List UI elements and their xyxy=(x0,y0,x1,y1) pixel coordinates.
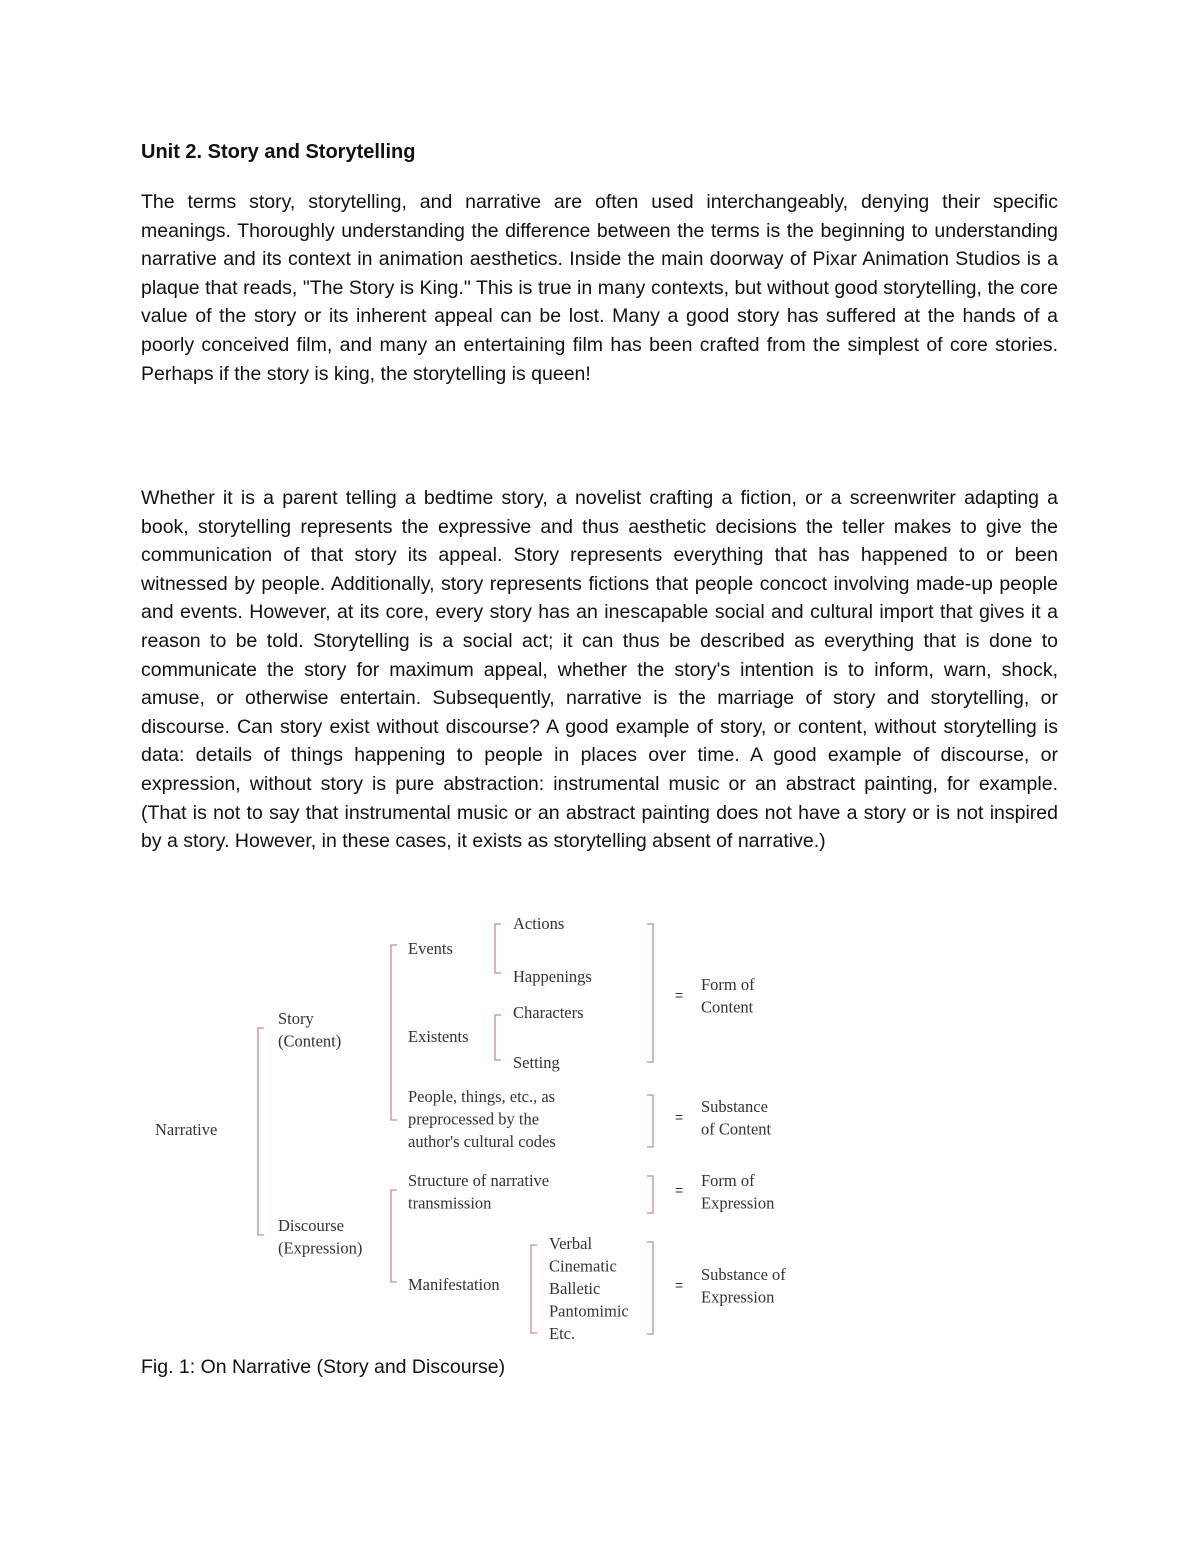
paragraph-2: Whether it is a parent telling a bedtime story, a novelist crafting a fiction, or a screenwriter adapting a book, storytelling represents the expressive and thus aesthetic decisions the teller makes to give the communication of that story its appeal. Story represents everything that has happened to or been witnessed by people. Additionally, story represents fictions that people concoct involving made-up people and events. However, at its core, every story has an inescapable social and cultural import that gives it a reason to be told. Storytelling is a social act; it can thus be described as everything that is done to communicate the story for maximum appeal, whether the story's intention is to inform, warn, shock, amuse, or otherwise entertain. Subsequently, narrative is the marriage of story and storytelling, or discourse. Can story exist without discourse? A good example of story, or content, without storytelling is data: details of things happening to people in places over time. A good example of discourse, or expression, without story is pure abstraction: instrumental music or an abstract painting, for example. (That is not to say that instrumental music or an abstract painting does not have a story or is not inspired by a story. However, in these cases, it exists as storytelling absent of narrative.) xyxy=(141,487,1058,853)
discourse-bracket xyxy=(391,1190,397,1282)
media-balletic: Balletic xyxy=(549,1279,601,1298)
existents-bracket xyxy=(495,1015,501,1060)
discourse-label xyxy=(278,1216,362,1258)
events-label: Events xyxy=(408,939,453,958)
figure-caption: Fig. 1: On Narrative (Story and Discourse) xyxy=(141,1356,506,1378)
media-verbal: Verbal xyxy=(549,1234,593,1253)
manifestation-label: Manifestation xyxy=(408,1275,500,1294)
form-of-expression-line-1: Form of xyxy=(701,1171,755,1190)
story-bracket xyxy=(391,945,397,1120)
story-label-line-1: Story xyxy=(278,1009,314,1028)
media-etc: Etc. xyxy=(549,1324,576,1343)
events-bracket xyxy=(495,924,501,973)
structure-label-line-1: Structure of narrative xyxy=(408,1171,550,1190)
characters-label: Characters xyxy=(513,1003,584,1022)
paragraph-1: The terms story, storytelling, and narrative are often used interchangeably, denying their specific meanings. Thoroughly understanding the difference between the terms is the beginning to understanding narrative and its context in animation aesthetics. Inside the main doorway of Pixar Animation Studios is a plaque that reads, "The Story is King." This is true in many contexts, but without good storytelling, the core value of the story or its inherent appeal can be lost. Many a good story has suffered at the hands of a poorly conceived film, and many an entertaining film has been crafted from the simplest of core stories. Perhaps if the story is king, the storytelling is queen! xyxy=(141,191,1058,385)
form-content-bracket xyxy=(647,924,653,1062)
narrative-diagram xyxy=(140,905,830,1350)
substance-of-content-line-1: Substance xyxy=(701,1097,768,1116)
equals-sign: = xyxy=(675,1277,684,1293)
form-expression-bracket xyxy=(647,1176,653,1213)
story-label xyxy=(278,1009,341,1051)
equals-sign: = xyxy=(675,1109,684,1125)
form-of-content-label xyxy=(701,975,759,1017)
people-label xyxy=(408,1087,559,1151)
narrative-bracket xyxy=(258,1028,264,1235)
substance-expression-bracket xyxy=(647,1242,653,1334)
substance-of-content-line-2: of Content xyxy=(701,1119,772,1139)
narrative-label: Narrative xyxy=(155,1120,218,1139)
unit-heading: Unit 2. Story and Storytelling xyxy=(141,141,416,163)
substance-content-bracket xyxy=(647,1095,653,1147)
media-cinematic: Cinematic xyxy=(549,1256,617,1276)
media-list xyxy=(549,1234,633,1343)
story-label-line-2: (Content) xyxy=(278,1031,342,1051)
discourse-label-line-1: Discourse xyxy=(278,1216,344,1235)
people-label-line-1: People, things, etc., as xyxy=(408,1087,556,1106)
form-of-content-line-1: Form of xyxy=(701,975,755,994)
discourse-label-line-2: (Expression) xyxy=(278,1238,363,1258)
equals-sign: = xyxy=(675,1182,684,1198)
substance-of-expression-line-2: Expression xyxy=(701,1287,775,1307)
actions-label: Actions xyxy=(513,914,565,933)
form-of-content-line-2: Content xyxy=(701,997,754,1017)
structure-label-line-2: transmission xyxy=(408,1193,492,1213)
substance-of-expression-label xyxy=(701,1265,790,1307)
media-pantomimic: Pantomimic xyxy=(549,1301,629,1321)
existents-label: Existents xyxy=(408,1027,469,1046)
form-of-expression-label xyxy=(701,1171,774,1213)
happenings-label: Happenings xyxy=(513,967,592,986)
substance-of-content-label xyxy=(701,1097,772,1139)
equals-sign: = xyxy=(675,987,684,1003)
people-label-line-2: preprocessed by the xyxy=(408,1109,540,1129)
substance-of-expression-line-1: Substance of xyxy=(701,1265,786,1284)
form-of-expression-line-2: Expression xyxy=(701,1193,775,1213)
setting-label: Setting xyxy=(513,1053,560,1072)
people-label-line-3: author's cultural codes xyxy=(408,1132,556,1151)
media-bracket xyxy=(531,1245,537,1333)
structure-label xyxy=(408,1171,553,1213)
